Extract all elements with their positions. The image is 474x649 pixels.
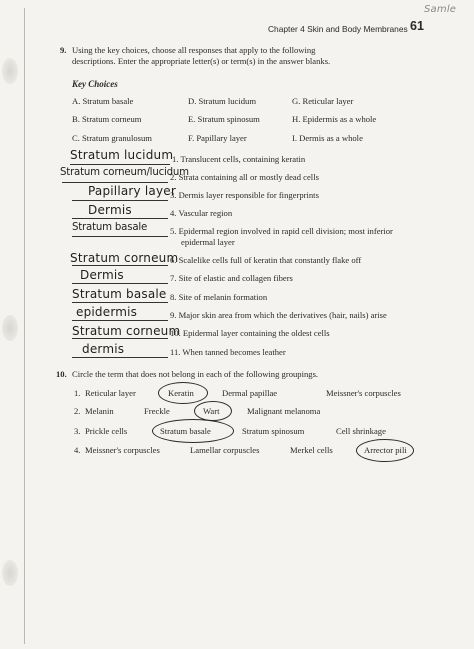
group-2-term-1[interactable]: Melanin [85,406,114,416]
group-2-number: 2. [74,406,81,416]
key-choice-g: G. Reticular layer [292,96,354,106]
answer-11[interactable]: dermis [82,342,125,356]
binder-hole [2,315,18,341]
group-1-term-4[interactable]: Meissner's corpuscles [326,388,401,398]
group-4-term-4[interactable]: Arrector pili [364,445,407,455]
key-choice-e: E. Stratum spinosum [188,114,260,124]
item-10-description: 10. Epidermal layer containing the oldest cells [170,328,330,338]
answer-2[interactable]: Stratum corneum/lucidum [60,167,189,178]
item-5-description: 5. Epidermal region involved in rapid cell division; most inferior [170,226,393,236]
answer-3[interactable]: Papillary layer [88,184,176,198]
question-9-number: 9. [60,45,67,55]
key-choice-a: A. Stratum basale [72,96,134,106]
key-choice-c: C. Stratum granulosum [72,133,152,143]
group-1-term-1[interactable]: Reticular layer [85,388,136,398]
group-4-term-3[interactable]: Merkel cells [290,445,333,455]
group-3-term-4[interactable]: Cell shrinkage [336,426,386,436]
answer-circle [158,382,208,404]
group-1-term-2[interactable]: Keratin [168,388,194,398]
key-choices-heading: Key Choices [72,79,118,89]
group-4-term-2[interactable]: Lamellar corpuscles [190,445,260,455]
item-7-description: 7. Site of elastic and collagen fibers [170,273,293,283]
key-choice-f: F. Papillary layer [188,133,247,143]
group-2-term-4[interactable]: Malignant melanoma [247,406,321,416]
item-9-description: 9. Major skin area from which the derivatives (hair, nails) arise [170,310,387,320]
answer-10[interactable]: Stratum corneum [72,324,181,338]
answer-blank [72,357,168,358]
group-1-term-3[interactable]: Dermal papillae [222,388,278,398]
item-3-description: 3. Dermis layer responsible for fingerprints [170,190,319,200]
item-5-description-continued: epidermal layer [181,237,235,247]
answer-blank [72,200,168,201]
key-choice-b: B. Stratum corneum [72,114,142,124]
key-choice-d: D. Stratum lucidum [188,96,257,106]
answer-4[interactable]: Dermis [88,203,132,217]
running-head: Chapter 4 Skin and Body Membranes [268,24,408,34]
binder-hole [2,58,18,84]
key-choice-h: H. Epidermis as a whole [292,114,377,124]
answer-blank [62,182,168,183]
answer-blank [72,320,168,321]
answer-blank [72,338,168,339]
answer-9[interactable]: epidermis [76,305,138,319]
answer-blank [72,265,168,266]
group-2-term-3[interactable]: Wart [203,406,220,416]
binder-edge [24,8,25,644]
answer-8[interactable]: Stratum basale [72,287,167,301]
group-3-term-3[interactable]: Stratum spinosum [242,426,305,436]
question-10-instructions: Circle the term that does not belong in each of the following groupings. [72,369,319,379]
group-3-term-2[interactable]: Stratum basale [160,426,211,436]
answer-blank [72,283,168,284]
item-4-description: 4. Vascular region [170,208,233,218]
question-9-instructions-line-2: descriptions. Enter the appropriate letter(s) or term(s) in the answer blanks. [72,56,331,66]
group-2-term-2[interactable]: Freckle [144,406,170,416]
item-1-description: 1. Translucent cells, containing keratin [172,154,306,164]
answer-5[interactable]: Stratum basale [72,222,148,233]
answer-blank [72,236,168,237]
answer-blank [70,164,170,165]
question-9-instructions-line-1: Using the key choices, choose all responses that apply to the following [72,45,316,55]
question-10-number: 10. [56,369,67,379]
answer-1[interactable]: Stratum lucidum [70,148,174,162]
answer-circle [194,401,232,421]
item-2-description: 2. Strata containing all or mostly dead cells [170,172,319,182]
group-4-number: 4. [74,445,81,455]
answer-circle [152,419,234,443]
answer-blank [72,302,168,303]
answer-7[interactable]: Dermis [80,268,124,282]
group-3-term-1[interactable]: Prickle cells [85,426,128,436]
pencil-note: Samle [424,4,457,15]
answer-blank [72,218,168,219]
group-3-number: 3. [74,426,81,436]
group-4-term-1[interactable]: Meissner's corpuscles [85,445,160,455]
answer-circle [356,439,414,462]
key-choice-i: I. Dermis as a whole [292,133,363,143]
binder-hole [2,560,18,586]
group-1-number: 1. [74,388,81,398]
item-11-description: 11. When tanned becomes leather [170,347,286,357]
answer-6[interactable]: Stratum corneum [70,251,179,265]
item-8-description: 8. Site of melanin formation [170,292,268,302]
item-6-description: 6. Scalelike cells full of keratin that constantly flake off [170,255,362,265]
page-number: 61 [410,19,424,33]
